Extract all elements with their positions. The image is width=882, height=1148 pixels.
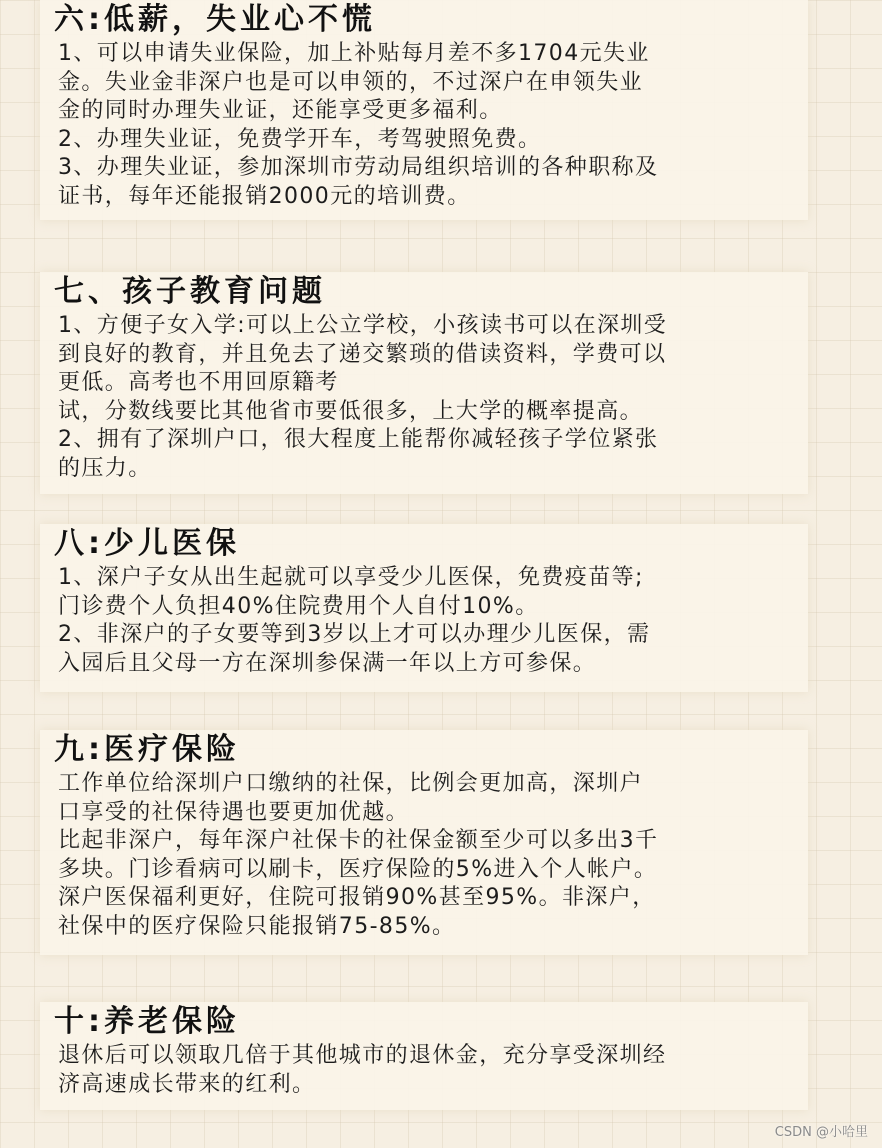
- text-line: 深户医保福利更好，住院可报销90%甚至95%。非深户，: [58, 885, 656, 910]
- section-title: 七、孩子教育问题: [54, 274, 326, 309]
- text-line: 1、可以申请失业保险，加上补贴每月差不多1704元失业: [58, 41, 650, 66]
- text-line: 2、非深户的子女要等到3岁以上才可以办理少儿医保，需: [58, 622, 651, 647]
- section-pension-insurance: [40, 1002, 808, 1110]
- text-line: 试，分数线要比其他省市要低很多，上大学的概率提高。: [58, 398, 644, 424]
- text-line: 金。失业金非深户也是可以申领的，不过深户在申领失业: [58, 69, 644, 95]
- text-line: 2、拥有了深圳户口，很大程度上能帮你减轻孩子学位紧张: [58, 427, 659, 452]
- text-line: 到良好的教育，并且免去了递交繁琐的借读资料，学费可以: [58, 341, 667, 367]
- text-line: 退休后可以领取几倍于其他城市的退休金，充分享受深圳经: [58, 1043, 667, 1068]
- section-body: [40, 770, 808, 941]
- text-line: 金的同时办理失业证，还能享受更多福利。: [58, 98, 503, 123]
- text-line: 更低。高考也不用回原籍考: [58, 370, 339, 395]
- section-body: [40, 312, 808, 483]
- section-unemployment: [40, 0, 808, 220]
- text-line: 入园后且父母一方在深圳参保满一年以上方可参保。: [58, 650, 597, 676]
- text-line: 证书，每年还能报销2000元的培训费。: [58, 183, 471, 209]
- text-line: 多块。门诊看病可以刷卡，医疗保险的5%进入个人帐户。: [58, 856, 658, 882]
- section-child-medical: [40, 524, 808, 692]
- section-title: 十:养老保险: [54, 1004, 240, 1039]
- text-line: 门诊费个人负担40%住院费用个人自付10%。: [58, 593, 539, 619]
- section-medical-insurance: [40, 730, 808, 955]
- text-line: 社保中的医疗保险只能报销75-85%。: [58, 913, 456, 939]
- section-child-education: [40, 272, 808, 494]
- text-line: 济高速成长带来的红利。: [58, 1071, 316, 1097]
- text-line: 比起非深户，每年深户社保卡的社保金额至少可以多出3千: [58, 828, 659, 853]
- text-line: 2、办理失业证，免费学开车，考驾驶照免费。: [58, 126, 542, 152]
- section-title: 九:医疗保险: [54, 732, 240, 767]
- section-body: [40, 1042, 808, 1099]
- section-body: [40, 40, 808, 211]
- watermark: CSDN @小哈里: [774, 1125, 868, 1140]
- text-line: 3、办理失业证，参加深圳市劳动局组织培训的各种职称及: [58, 155, 659, 180]
- text-line: 1、深户子女从出生起就可以享受少儿医保，免费疫苗等;: [58, 565, 644, 590]
- text-line: 1、方便子女入学:可以上公立学校，小孩读书可以在深圳受: [58, 313, 668, 338]
- text-line: 的压力。: [58, 455, 152, 481]
- section-title: 六:低薪，失业心不慌: [54, 2, 376, 37]
- section-title: 八:少儿医保: [54, 526, 240, 561]
- section-body: [40, 564, 808, 678]
- text-line: 口享受的社保待遇也要更加优越。: [58, 799, 410, 825]
- text-line: 工作单位给深圳户口缴纳的社保，比例会更加高，深圳户: [58, 771, 644, 796]
